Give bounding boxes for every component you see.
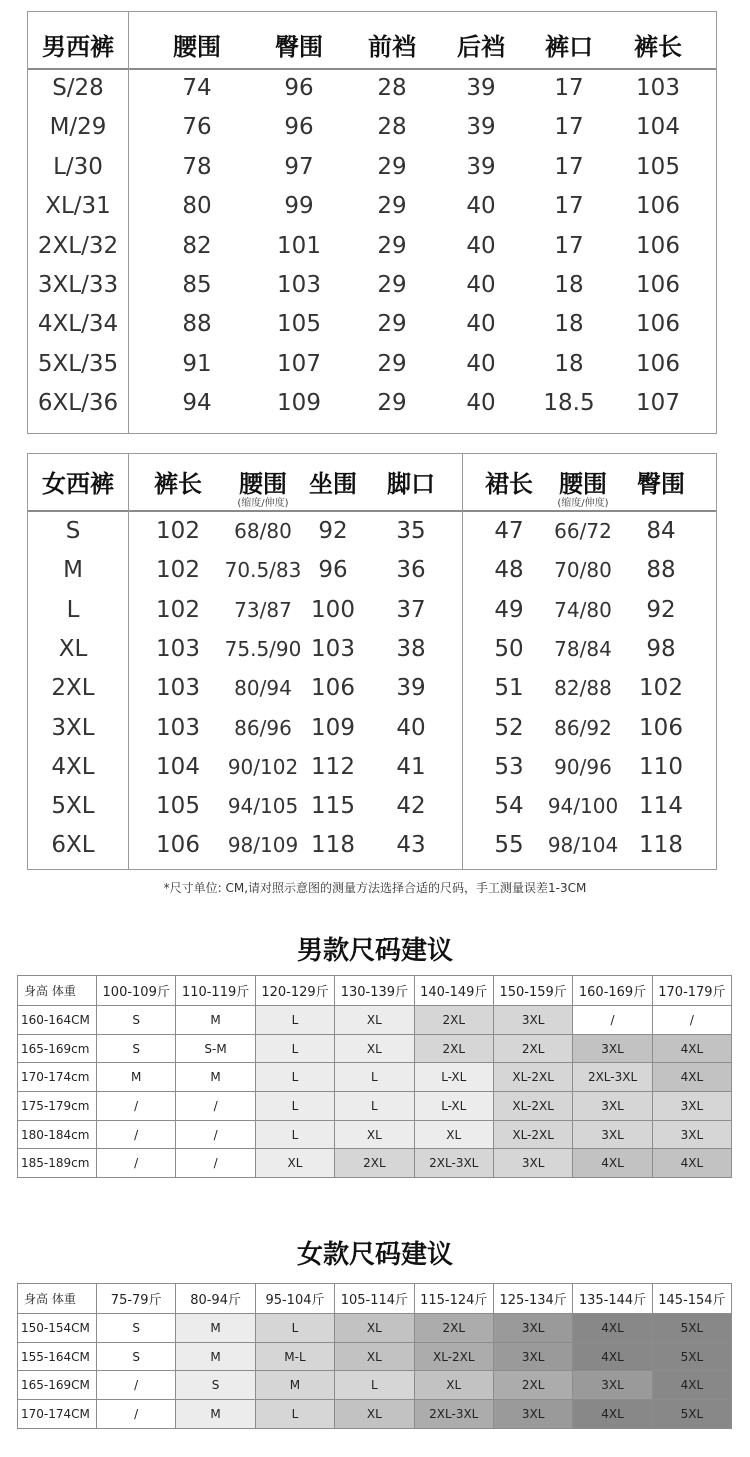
size-label: S/28 <box>52 75 104 101</box>
size-cell: XL-2XL <box>414 1342 493 1371</box>
measure-cell: 74 <box>182 75 212 101</box>
size-cell: L <box>255 1314 334 1343</box>
size-label: L <box>66 596 80 623</box>
measure-cell: 107 <box>277 350 321 377</box>
mens-recommend-title: 男款尺码建议 <box>296 936 453 966</box>
size-cell: 2XL-3XL <box>414 1149 493 1178</box>
grid-corner-label: 身高 体重 <box>18 1284 97 1314</box>
measure-cell: 84 <box>646 518 676 544</box>
measure-cell: 115 <box>311 793 355 820</box>
measure-cell: 102 <box>156 596 200 623</box>
size-label: S <box>65 518 81 544</box>
size-cell: 2XL <box>493 1371 572 1400</box>
size-cell: M <box>97 1063 176 1092</box>
table-row <box>28 748 716 787</box>
womens-header-size: 女西裤 <box>42 470 114 498</box>
size-cell: / <box>176 1092 255 1121</box>
measure-cell: 90/96 <box>554 754 612 779</box>
measure-cell: 106 <box>156 832 200 859</box>
mens-size-table <box>27 11 717 434</box>
measure-cell: 105 <box>277 311 321 338</box>
measure-cell: 105 <box>156 793 200 820</box>
size-cell: S-M <box>176 1034 255 1063</box>
table-row <box>28 227 716 266</box>
size-cell: M <box>176 1063 255 1092</box>
size-label: 6XL <box>51 832 95 859</box>
mens-header-hem: 裤口 <box>545 33 593 61</box>
table-row <box>18 1006 732 1035</box>
weight-header: 120-129斤 <box>255 976 334 1006</box>
size-label: 3XL <box>51 714 95 741</box>
size-cell: L <box>255 1063 334 1092</box>
measure-cell: 82/88 <box>554 676 612 701</box>
womens-table-header <box>28 454 716 512</box>
measurement-note: *尺寸单位: CM,请对照示意图的测量方法选择合适的尺码，手工测量误差1-3CM <box>163 881 587 895</box>
womens-subheader-pants-waist: (缩度/伸度) <box>237 498 289 509</box>
height-label: 150-154CM <box>18 1314 97 1343</box>
measure-cell: 107 <box>636 390 680 417</box>
measure-cell: 118 <box>311 832 355 859</box>
size-cell: 5XL <box>652 1342 731 1371</box>
table-row <box>18 1120 732 1149</box>
womens-header-skirt-length: 裙长 <box>485 470 533 498</box>
measure-cell: 118 <box>639 832 683 859</box>
size-cell: / <box>97 1400 176 1429</box>
grid-corner-label: 身高 体重 <box>18 976 97 1006</box>
womens-recommend-grid <box>17 1283 732 1429</box>
measure-cell: 109 <box>311 714 355 741</box>
table-row <box>18 1400 732 1429</box>
measure-cell: 29 <box>377 350 407 377</box>
table-row <box>18 1149 732 1178</box>
weight-header: 80-94斤 <box>176 1284 255 1314</box>
measure-cell: 17 <box>554 232 584 259</box>
table-row <box>18 1314 732 1343</box>
table-row <box>28 709 716 748</box>
size-cell: 3XL <box>573 1092 652 1121</box>
weight-header: 140-149斤 <box>414 976 493 1006</box>
size-cell: 3XL <box>493 1006 572 1035</box>
size-cell: / <box>97 1371 176 1400</box>
measure-cell: 102 <box>156 518 200 544</box>
table-row <box>28 305 716 344</box>
measure-cell: 17 <box>554 75 584 101</box>
table-row <box>28 108 716 147</box>
height-label: 170-174cm <box>18 1063 97 1092</box>
measure-cell: 48 <box>494 557 524 584</box>
measure-cell: 103 <box>156 675 200 702</box>
size-cell: 3XL <box>573 1371 652 1400</box>
size-label: 2XL/32 <box>37 232 119 259</box>
measure-cell: 101 <box>277 232 321 259</box>
size-cell: L <box>255 1400 334 1429</box>
weight-header: 110-119斤 <box>176 976 255 1006</box>
womens-size-table <box>27 453 717 870</box>
size-cell: 2XL <box>414 1034 493 1063</box>
measure-cell: 82 <box>182 232 212 259</box>
mens-header-waist: 腰围 <box>173 33 221 61</box>
measure-cell: 90/102 <box>227 754 299 779</box>
measure-cell: 70/80 <box>554 558 612 583</box>
measure-cell: 39 <box>466 153 496 180</box>
measure-cell: 88 <box>646 557 676 584</box>
measure-cell: 88 <box>182 311 212 338</box>
measure-cell: 38 <box>396 635 426 662</box>
size-cell: L <box>255 1120 334 1149</box>
size-cell: XL-2XL <box>493 1092 572 1121</box>
mens-header-size: 男西裤 <box>42 33 114 61</box>
measure-cell: 40 <box>466 193 496 220</box>
measure-cell: 78 <box>182 153 212 180</box>
size-cell: XL <box>335 1120 414 1149</box>
measure-cell: 91 <box>182 350 212 377</box>
height-label: 185-189cm <box>18 1149 97 1178</box>
size-label: 5XL <box>51 793 95 820</box>
size-cell: M-L <box>255 1342 334 1371</box>
measure-cell: 106 <box>636 193 680 220</box>
size-cell: / <box>176 1149 255 1178</box>
size-cell: / <box>97 1092 176 1121</box>
size-cell: 2XL <box>414 1314 493 1343</box>
size-cell: XL <box>414 1371 493 1400</box>
table-row <box>28 630 716 669</box>
measure-cell: 96 <box>284 75 314 101</box>
measure-cell: 103 <box>277 272 321 298</box>
size-cell: 2XL-3XL <box>573 1063 652 1092</box>
size-cell: 3XL <box>493 1400 572 1429</box>
size-cell: XL <box>335 1400 414 1429</box>
size-label: 2XL <box>51 675 95 702</box>
measure-cell: 106 <box>636 232 680 259</box>
table-row <box>18 1371 732 1400</box>
measure-cell: 106 <box>636 272 680 298</box>
measure-cell: 92 <box>646 596 676 623</box>
size-label: XL/31 <box>45 193 111 220</box>
weight-header: 145-154斤 <box>652 1284 731 1314</box>
measure-cell: 106 <box>636 350 680 377</box>
measure-cell: 86/96 <box>234 715 292 740</box>
size-cell: 3XL <box>573 1034 652 1063</box>
height-label: 160-164CM <box>18 1006 97 1035</box>
size-cell: XL <box>335 1006 414 1035</box>
size-cell: S <box>176 1371 255 1400</box>
measure-cell: 54 <box>494 793 524 820</box>
measure-cell: 42 <box>396 793 426 820</box>
size-cell: 4XL <box>573 1342 652 1371</box>
size-cell: L-XL <box>414 1063 493 1092</box>
measure-cell: 96 <box>318 557 348 584</box>
measure-cell: 103 <box>311 635 355 662</box>
table-row <box>18 1063 732 1092</box>
measure-cell: 106 <box>636 311 680 338</box>
mens-header-length: 裤长 <box>634 33 682 61</box>
measure-cell: 94 <box>182 390 212 417</box>
size-label: XL <box>58 635 88 662</box>
measure-cell: 100 <box>311 596 355 623</box>
size-cell: / <box>97 1120 176 1149</box>
measure-cell: 70.5/83 <box>224 558 302 583</box>
size-cell: L <box>335 1063 414 1092</box>
size-cell: L <box>255 1006 334 1035</box>
measure-cell: 78/84 <box>554 636 612 661</box>
measure-cell: 52 <box>494 714 524 741</box>
height-label: 170-174CM <box>18 1400 97 1429</box>
table-row <box>28 669 716 708</box>
size-cell: / <box>652 1006 731 1035</box>
table-row <box>28 345 716 384</box>
measure-cell: 74/80 <box>554 597 612 622</box>
measure-cell: 102 <box>156 557 200 584</box>
measure-cell: 55 <box>494 832 524 859</box>
measure-cell: 39 <box>396 675 426 702</box>
height-label: 155-164CM <box>18 1342 97 1371</box>
womens-header-pants-waist: 腰围 <box>239 470 287 498</box>
size-label: 4XL/34 <box>37 311 119 338</box>
measure-cell: 53 <box>494 753 524 780</box>
size-cell: XL-2XL <box>493 1063 572 1092</box>
mens-header-back-rise: 后裆 <box>457 33 505 61</box>
weight-header: 105-114斤 <box>335 1284 414 1314</box>
height-label: 180-184cm <box>18 1120 97 1149</box>
womens-subheader-skirt-waist: (缩度/伸度) <box>557 498 609 509</box>
size-cell: 5XL <box>652 1314 731 1343</box>
measure-cell: 18 <box>554 350 584 377</box>
size-cell: M <box>176 1342 255 1371</box>
measure-cell: 73/87 <box>234 597 292 622</box>
size-cell: 2XL <box>335 1149 414 1178</box>
measure-cell: 106 <box>639 714 683 741</box>
size-cell: XL <box>335 1034 414 1063</box>
weight-header: 95-104斤 <box>255 1284 334 1314</box>
size-cell: S <box>97 1034 176 1063</box>
measure-cell: 96 <box>284 114 314 141</box>
size-cell: / <box>573 1006 652 1035</box>
measure-cell: 86/92 <box>554 715 612 740</box>
size-label: 3XL/33 <box>37 272 119 298</box>
weight-header: 125-134斤 <box>493 1284 572 1314</box>
measure-cell: 80 <box>182 193 212 220</box>
table-row <box>28 591 716 630</box>
table-row <box>28 266 716 305</box>
measure-cell: 28 <box>377 75 407 101</box>
weight-header: 160-169斤 <box>573 976 652 1006</box>
table-row <box>28 551 716 590</box>
measure-cell: 76 <box>182 114 212 141</box>
size-cell: XL <box>335 1314 414 1343</box>
measure-cell: 103 <box>636 75 680 101</box>
grid-header-row <box>18 976 732 1006</box>
height-label: 165-169cm <box>18 1034 97 1063</box>
measure-cell: 104 <box>156 753 200 780</box>
measure-cell: 36 <box>396 557 426 584</box>
size-cell: L <box>255 1034 334 1063</box>
size-cell: / <box>97 1149 176 1178</box>
measure-cell: 50 <box>494 635 524 662</box>
size-cell: 4XL <box>573 1149 652 1178</box>
size-label: M/29 <box>49 114 107 141</box>
measure-cell: 18 <box>554 311 584 338</box>
size-cell: 4XL <box>652 1149 731 1178</box>
size-cell: L <box>255 1092 334 1121</box>
measure-cell: 29 <box>377 153 407 180</box>
measure-cell: 103 <box>156 714 200 741</box>
size-cell: 2XL <box>493 1034 572 1063</box>
measure-cell: 37 <box>396 596 426 623</box>
weight-header: 75-79斤 <box>97 1284 176 1314</box>
size-cell: 4XL <box>652 1034 731 1063</box>
mens-recommend-grid <box>17 975 732 1178</box>
measure-cell: 29 <box>377 311 407 338</box>
measure-cell: 98 <box>646 635 676 662</box>
table-row <box>18 1092 732 1121</box>
size-cell: XL-2XL <box>493 1120 572 1149</box>
womens-header-skirt-hip: 臀围 <box>637 470 685 498</box>
measure-cell: 94/100 <box>547 794 619 819</box>
measure-cell: 92 <box>318 518 348 544</box>
mens-table-header <box>28 12 716 70</box>
measure-cell: 80/94 <box>234 676 292 701</box>
table-row <box>28 787 716 826</box>
height-label: 165-169CM <box>18 1371 97 1400</box>
measure-cell: 97 <box>284 153 314 180</box>
size-cell: XL <box>335 1342 414 1371</box>
size-cell: XL <box>255 1149 334 1178</box>
size-cell: 4XL <box>573 1400 652 1429</box>
size-cell: 2XL-3XL <box>414 1400 493 1429</box>
measure-cell: 104 <box>636 114 680 141</box>
measure-cell: 43 <box>396 832 426 859</box>
measure-cell: 17 <box>554 153 584 180</box>
measure-cell: 112 <box>311 753 355 780</box>
measure-cell: 29 <box>377 272 407 298</box>
measure-cell: 75.5/90 <box>224 636 302 661</box>
size-label: 6XL/36 <box>37 390 119 417</box>
measure-cell: 98/104 <box>547 833 619 858</box>
size-cell: 3XL <box>493 1314 572 1343</box>
weight-header: 150-159斤 <box>493 976 572 1006</box>
size-cell: 3XL <box>652 1120 731 1149</box>
size-cell: L-XL <box>414 1092 493 1121</box>
table-row <box>18 1034 732 1063</box>
measure-cell: 94/105 <box>227 794 299 819</box>
size-cell: S <box>97 1006 176 1035</box>
weight-header: 130-139斤 <box>335 976 414 1006</box>
size-cell: 5XL <box>652 1400 731 1429</box>
table-row <box>18 1342 732 1371</box>
size-cell: M <box>176 1400 255 1429</box>
measure-cell: 40 <box>466 272 496 298</box>
measure-cell: 103 <box>156 635 200 662</box>
weight-header: 135-144斤 <box>573 1284 652 1314</box>
measure-cell: 110 <box>639 753 683 780</box>
height-label: 175-179cm <box>18 1092 97 1121</box>
measure-cell: 102 <box>639 675 683 702</box>
measure-cell: 99 <box>284 193 314 220</box>
size-cell: 3XL <box>493 1149 572 1178</box>
size-cell: 4XL <box>652 1371 731 1400</box>
table-row <box>28 826 716 865</box>
mens-header-hip: 臀围 <box>275 33 323 61</box>
size-cell: 4XL <box>652 1063 731 1092</box>
womens-header-ankle: 脚口 <box>387 470 435 498</box>
womens-header-pants-length: 裤长 <box>154 470 202 498</box>
measure-cell: 29 <box>377 232 407 259</box>
measure-cell: 68/80 <box>234 519 292 543</box>
weight-header: 100-109斤 <box>97 976 176 1006</box>
measure-cell: 18.5 <box>543 390 595 417</box>
measure-cell: 105 <box>636 153 680 180</box>
measure-cell: 17 <box>554 114 584 141</box>
measure-cell: 47 <box>494 518 524 544</box>
size-cell: M <box>176 1314 255 1343</box>
measure-cell: 85 <box>182 272 212 298</box>
measure-cell: 40 <box>466 350 496 377</box>
measure-cell: 40 <box>466 390 496 417</box>
womens-header-seat: 坐围 <box>309 470 357 498</box>
size-cell: S <box>97 1342 176 1371</box>
table-row <box>28 187 716 226</box>
measure-cell: 40 <box>466 232 496 259</box>
measure-cell: 29 <box>377 390 407 417</box>
measure-cell: 18 <box>554 272 584 298</box>
weight-header: 170-179斤 <box>652 976 731 1006</box>
womens-recommend-title: 女款尺码建议 <box>296 1240 453 1270</box>
size-label: 5XL/35 <box>37 350 119 377</box>
measure-cell: 35 <box>396 518 426 544</box>
measure-cell: 39 <box>466 75 496 101</box>
size-label: L/30 <box>53 153 103 180</box>
measure-cell: 17 <box>554 193 584 220</box>
mens-header-front-rise: 前裆 <box>368 33 416 61</box>
size-cell: L <box>335 1092 414 1121</box>
size-cell: M <box>255 1371 334 1400</box>
table-row <box>28 512 716 551</box>
size-cell: 4XL <box>573 1314 652 1343</box>
size-cell: L <box>335 1371 414 1400</box>
measure-cell: 41 <box>396 753 426 780</box>
size-cell: 3XL <box>573 1120 652 1149</box>
weight-header: 115-124斤 <box>414 1284 493 1314</box>
measure-cell: 39 <box>466 114 496 141</box>
measure-cell: 51 <box>494 675 524 702</box>
size-cell: M <box>176 1006 255 1035</box>
size-cell: XL <box>414 1120 493 1149</box>
measure-cell: 109 <box>277 390 321 417</box>
size-cell: S <box>97 1314 176 1343</box>
womens-header-skirt-waist: 腰围 <box>559 470 607 498</box>
table-row <box>28 384 716 423</box>
measure-cell: 106 <box>311 675 355 702</box>
measure-cell: 29 <box>377 193 407 220</box>
size-cell: 3XL <box>652 1092 731 1121</box>
measure-cell: 28 <box>377 114 407 141</box>
size-label: M <box>63 557 83 584</box>
table-row <box>28 69 716 108</box>
table-row <box>28 148 716 187</box>
measure-cell: 49 <box>494 596 524 623</box>
size-cell: / <box>176 1120 255 1149</box>
size-cell: 3XL <box>493 1342 572 1371</box>
measure-cell: 40 <box>466 311 496 338</box>
measure-cell: 40 <box>396 714 426 741</box>
size-cell: 2XL <box>414 1006 493 1035</box>
size-label: 4XL <box>51 753 95 780</box>
measure-cell: 114 <box>639 793 683 820</box>
measure-cell: 66/72 <box>554 519 612 543</box>
grid-header-row <box>18 1284 732 1314</box>
measure-cell: 98/109 <box>227 833 299 858</box>
